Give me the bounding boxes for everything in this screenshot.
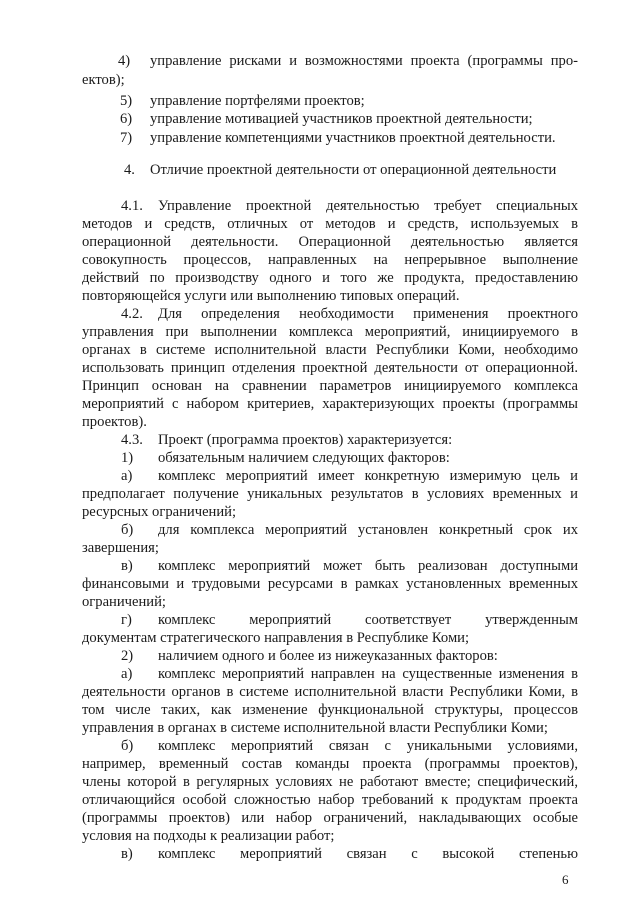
text-line: повторяющейся услуги или выполнению типовых операций.: [82, 288, 460, 304]
text-line: Принцип основан на сравнении параметров инициируемого комплекса: [82, 378, 578, 394]
text-line: (программы проектов) или набор ограничений, накладывающих особые: [82, 810, 578, 826]
text-line: члены которой в регулярных условиях не работают вместе; специфический,: [82, 774, 578, 790]
text-line: методов и средств, отличных от методов и средств, используемых в: [82, 216, 578, 232]
list-marker: 5): [120, 93, 133, 109]
text-line: комплекс мероприятий соответствует утвержденным: [158, 612, 578, 628]
text-line: например, временный состав команды проекта (программы проектов),: [82, 756, 578, 772]
text-line: ресурсных ограничений;: [82, 504, 237, 520]
text-line: использовать принцип отделения проектной деятельности от операционной.: [82, 360, 578, 376]
list-marker: 4.3.: [121, 432, 143, 448]
text-line: операционной деятельности. Операционной деятельностью является: [82, 234, 578, 250]
text-line: комплекс мероприятий направлен на существенные изменения в: [158, 666, 578, 682]
list-marker: 1): [121, 450, 134, 466]
text-line: предполагает получение уникальных результатов в условиях временных и: [82, 486, 578, 502]
list-marker: а): [121, 468, 133, 484]
text-line: управление мотивацией участников проектной деятельности;: [150, 111, 533, 127]
text-line: отличающийся особой сложностью набор требований к продуктам проекта: [82, 792, 578, 808]
list-marker: 7): [120, 130, 133, 146]
text-line: управление портфелями проектов;: [150, 93, 365, 109]
page-number: 6: [562, 872, 569, 887]
list-marker: 4.: [124, 162, 135, 178]
list-marker: в): [121, 558, 133, 574]
text-line: том числе таких, как изменение функциональной структуры, процессов: [82, 702, 578, 718]
text-line: Проект (программа проектов) характеризуется:: [158, 432, 453, 448]
text-line: ектов);: [82, 72, 125, 88]
list-marker: 4): [118, 53, 131, 69]
text-line: Управление проектной деятельностью требует специальных: [158, 198, 578, 214]
text-line: комплекс мероприятий может быть реализован доступными: [158, 558, 578, 574]
list-marker: б): [121, 738, 134, 754]
text-line: управление рисками и возможностями проекта (программы про-: [150, 53, 578, 69]
text-line: завершения;: [82, 540, 159, 556]
text-line: действий по производству одного и того же продукта, предоставлению: [82, 270, 578, 286]
list-marker: 6): [120, 111, 133, 127]
list-marker: а): [121, 666, 133, 682]
text-line: наличием одного и более из нижеуказанных факторов:: [158, 648, 498, 664]
text-line: Отличие проектной деятельности от операционной деятельности: [150, 162, 557, 178]
text-line: обязательным наличием следующих факторов:: [158, 450, 450, 466]
text-line: совокупность процессов, направленных на непрерывное выполнение: [82, 252, 578, 268]
text-line: Для определения необходимости применения проектного: [158, 306, 578, 322]
list-marker: 4.1.: [121, 198, 143, 214]
text-line: управления в органах в системе исполнительной власти Республики Коми;: [82, 720, 548, 736]
text-line: управления при выполнении комплекса мероприятий, инициируемого в: [82, 324, 578, 340]
text-line: комплекс мероприятий имеет конкретную измеримую цель и: [158, 468, 578, 484]
text-line: органах в системе исполнительной власти Республики Коми, необходимо: [82, 342, 578, 358]
text-line: проектов).: [82, 414, 147, 430]
text-line: ограничений;: [82, 594, 166, 610]
text-line: деятельности органов в системе исполнительной власти Республики Коми, в: [82, 684, 578, 700]
list-marker: в): [121, 846, 133, 862]
text-line: комплекс мероприятий связан с уникальными условиями,: [158, 738, 578, 754]
list-marker: б): [121, 522, 134, 538]
text-line: для комплекса мероприятий установлен конкретный срок их: [158, 522, 578, 538]
text-line: мероприятий с набором критериев, характеризующих проекты (программы: [82, 396, 578, 412]
list-marker: г): [121, 612, 132, 628]
text-line: условия на подходы к реализации работ;: [82, 828, 335, 844]
text-line: финансовыми и трудовыми ресурсами в рамках установленных временных: [82, 576, 578, 592]
text-line: управление компетенциями участников проектной деятельности.: [150, 130, 556, 146]
list-marker: 4.2.: [121, 306, 143, 322]
text-line: документам стратегического направления в Республике Коми;: [82, 630, 470, 646]
list-marker: 2): [121, 648, 134, 664]
text-line: комплекс мероприятий связан с высокой степенью: [158, 846, 578, 862]
